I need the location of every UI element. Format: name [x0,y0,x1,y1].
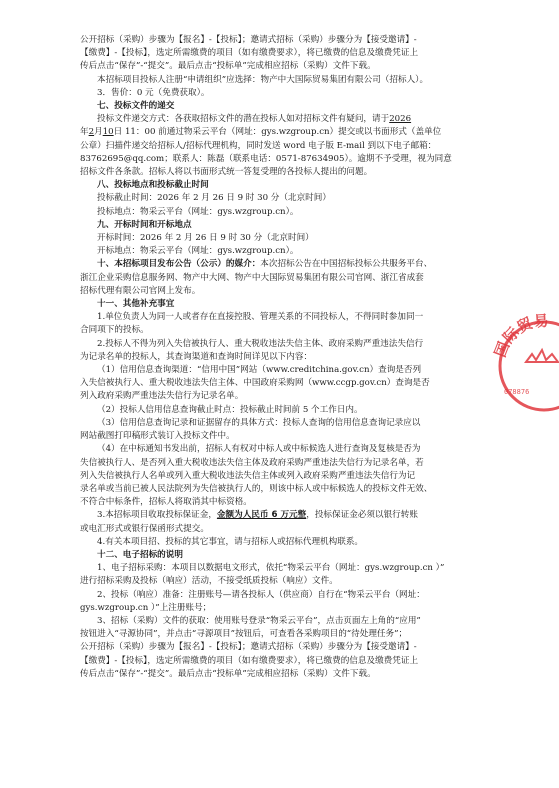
text-line: 83762695@qq.com；联系人：陈磊（联系电话：0571-87634905）。逾期不予受理，视为同意 [80,153,452,164]
seal-number: 078876 [504,388,530,396]
deposit-amount: 金额为人民币 6 万元整 [216,510,307,521]
text-line: 传后点击“保存”-“提交”。最后点击“投标单”完成相应招标（采购）文件下载。 [80,668,376,679]
text-line: 开标时间：2026 年 2 月 26 日 9 时 30 分（北京时间） [97,233,314,244]
text-line: 录名单或当前已被人民法院列为失信被执行人的，则该中标人或中标候选人的投标文件无效、 [80,483,433,494]
text-line: 年2月10日 11：00 前通过物采云平台（网址：gys.wzgroup.cn）提交或以书面形式（盖单位 [80,127,442,138]
text-line: 合同项下的投标。 [80,325,149,336]
text-line: （2）投标人信用信息查询截止时点：投标截止时间前 5 个工作日内。 [97,404,363,415]
text-line: 不符合中标条件，招标人将取消其中标资格。 [80,497,252,508]
text-line: 公开招标（采购）步骤为【报名】-【投标】；邀请式招标（采购）步骤分为【接受邀请】- [80,35,417,45]
text-line: 1.单位负责人为同一人或者存在直接控股、管理关系的不同投标人，不得同时参加同一 [97,312,424,323]
text-line: 进行招标采购及投标（响应）活动，不接受纸质投标（响应）文件。 [80,576,338,587]
text-line: 为记录名单的投标人，其查询渠道和查询时间详见以下内容： [80,351,313,362]
text-line: 入失信被执行人、重大税收违法失信主体、中国政府采购网（www.ccgp.gov.cn）查询是否 [80,378,430,389]
text-line: 4.有关本项目招、投标的其它事宜，请与招标人或招标代理机构联系。 [97,536,364,547]
text-line: 投标截止时间：2026 年 2 月 26 日 9 时 30 分（北京时间） [97,193,331,204]
section-heading-8: 八、投标地点和投标截止时间 [97,180,209,191]
text-line: 传后点击“保存”-“提交”。最后点击“投标单”完成相应招标（采购）文件下载。 [80,61,376,72]
document-body [80,34,498,681]
text-line: 投标地点：物采云平台（网址：gys.wzgroup.cn）。 [97,206,299,217]
text-line: 2、投标（响应）准备：注册账号—请各投标人（供应商）自行在“物采云平台（网址： [97,589,425,600]
text-line: 招标代理有限公司官网上发布。 [80,285,201,296]
seal-text: 国际贸易 [491,311,550,360]
text-line: 2.投标人不得为列入失信被执行人、重大税收违法失信主体、政府采购严重违法失信行 [97,338,424,349]
text-line: 浙江企业采购信息服务网、物产中大网、物产中大国际贸易集团有限公司官网、浙江省成套 [80,272,424,283]
text-line: （3）信用信息查询记录和证据留存的具体方式：投标人查询的信用信息查询记录应以 [97,417,421,428]
text-line: 投标文件递交方式：各获取招标文件的潜在投标人如对招标文件有疑问，请于2026 [97,114,412,125]
text-line: gys.wzgroup.cn ）”上注册账号； [80,602,212,613]
text-line: 失信被执行人、是否列入重大税收违法失信主体及政府采购严重违法失信行为记录名单，若 [80,457,424,468]
section-heading-12: 十二、电子招标的说明 [97,549,183,560]
section-heading-7: 七、投标文件的递交 [97,101,175,112]
text-line: 十、本招标项目发布公告（公示）的媒介：本次招标公告在中国招标投标公共服务平台、 [97,259,433,270]
text-line: 【缴费】-【投标】，选定所需缴费的项目（如有缴费要求），将已缴费的信息及缴费凭证上 [80,655,419,666]
section-heading-9: 九、开标时间和开标地点 [97,219,192,230]
text-line: 3、招标（采购）文件的获取：使用账号登录“物采云平台”，点击页面左上角的“应用” [97,615,421,626]
company-seal-stamp [486,308,559,418]
text-line: （4）在中标通知书发出前，招标人有权对中标人或中标候选人进行查询及复核是否为 [97,444,421,455]
text-line: 3．售价：0 元（免费获取）。 [97,87,210,98]
text-line: 列入失信被执行人名单或列入重大税收违法失信主体或列入政府采购严重违法失信行为记 [80,470,416,481]
text-line: 开标地点：物采云平台（网址：gys.wzgroup.cn）。 [97,246,299,257]
text-line: 列入政府采购严重违法失信行为记录名单。 [80,391,244,402]
section-heading-11: 十一、其他补充事宜 [97,299,175,310]
text-line: 本招标项目投标人注册“申请组织”应选择：物产中大国际贸易集团有限公司（招标人）。 [97,74,429,85]
text-line: 【缴费】-【投标】，选定所需缴费的项目（如有缴费要求），将已缴费的信息及缴费凭证上 [80,48,419,59]
text-line: （1）信用信息查询渠道：“信用中国”网站（www.creditchina.gov.cn）查询是否列 [97,365,422,376]
text-line: 招标文件各条款。招标人将以书面形式统一答复受理的各投标人提出的问题。 [80,167,373,178]
seal-star-icon [526,350,558,362]
text-line: 1、电子招标采购：本项目以数据电文形式，依托“物采云平台（网址：gys.wzgroup.cn ）” [97,563,445,574]
text-line: 3.本招标项目收取投标保证金，金额为人民币 6 万元整，投标保证金必须以银行转账 [97,510,418,521]
text-line: 公章）扫描件递交给招标人/招标代理机构，同时发送 word 电子版 E-mail 到以下电子邮箱： [80,140,437,151]
text-line: 或电汇形式或银行保函形式提交。 [80,523,209,534]
text-line: 网站截图打印稿形式装订入投标文件中。 [80,431,235,442]
section-heading-10: 十、本招标项目发布公告（公示）的媒介： [97,259,261,270]
text-line: 公开招标（采购）步骤为【报名】-【投标】；邀请式招标（采购）步骤分为【接受邀请】- [80,642,417,653]
text-line: 按钮进入“寻源协同”，并点击“寻源项目”按钮后，可查看各采购项目的“待处理任务”； [80,629,408,640]
